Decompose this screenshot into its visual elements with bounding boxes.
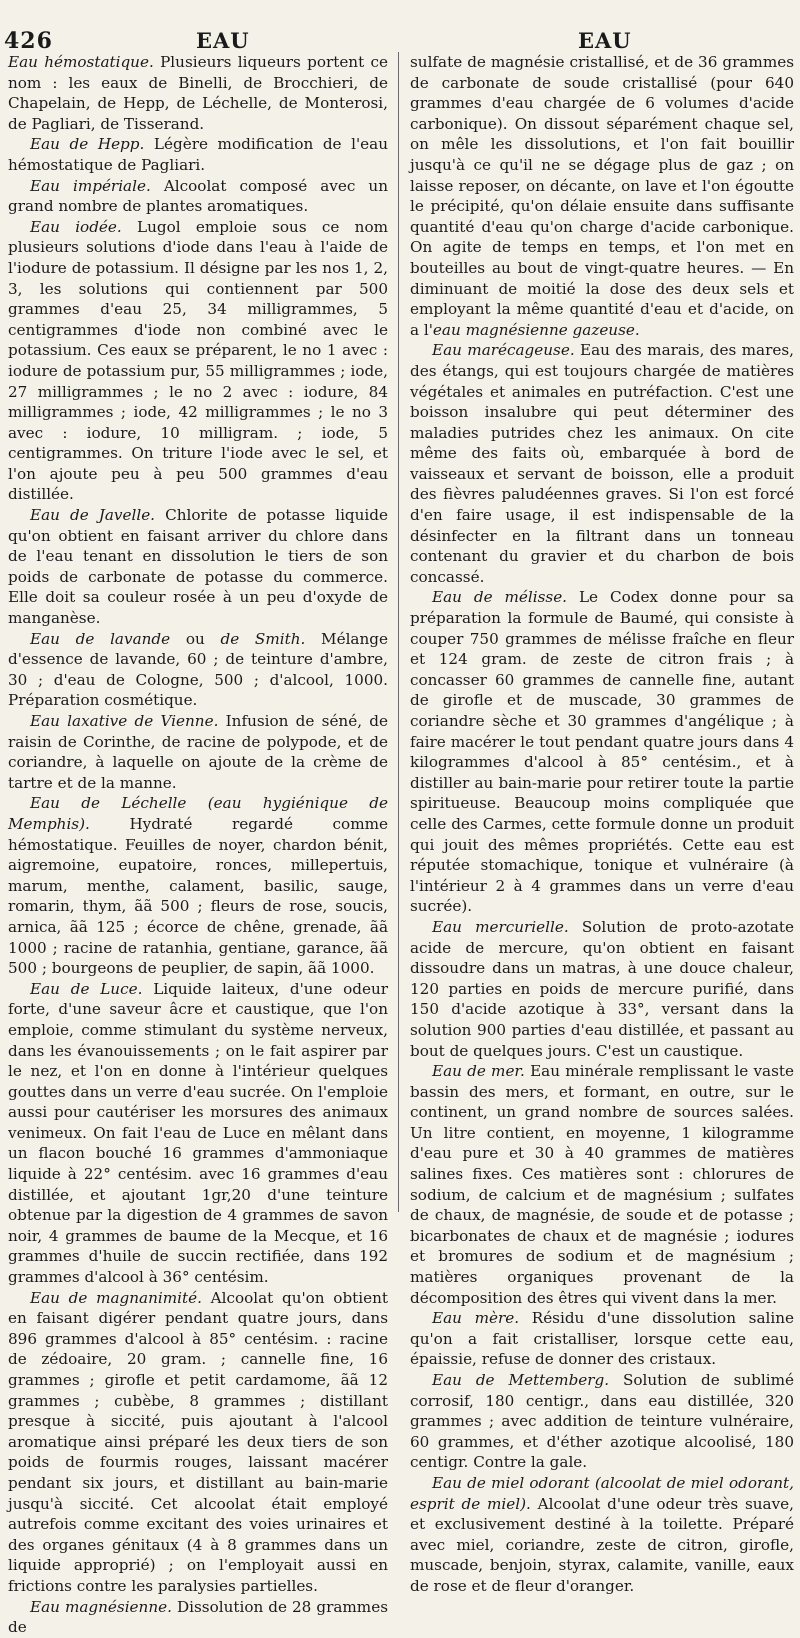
entry-term: Eau mercurielle. [432,917,569,936]
entry-term: Eau magnésienne. [30,1597,172,1616]
left-column [8,52,388,1638]
entry-term: Eau de Mettemberg. [432,1371,610,1389]
dictionary-entry [410,340,794,587]
entry-text: Hydraté regardé comme hémostatique. Feuilles de noyer, chardon bénit, aigremoine, eupatoire, ronces, millepertuis, marum, menthe, calament, basilic, sauge, romarin, thym, ãã 500 ; fleurs de rose, soucis, arnica, ãã 125 ; écorce de chêne, grenade, ãã 1000 ; racine de ratanhia, gentiane, garance, ãã 500 ; bourgeons de peuplier, de sapin, ãã 1000. [8,814,388,978]
entry-term: Eau mère. [432,1309,520,1328]
entry-term: Eau de Léchelle (eau hygiénique de Memphis). [8,794,388,833]
entry-term: Eau de mer. [432,1062,525,1081]
entry-term: Eau hémostatique. [8,53,154,71]
entry-text: Mélange d'essence de lavande, 60 ; de teinture d'ambre, 30 ; d'eau de Cologne, 500 ; d'alcool, 1000. Préparation cosmétique. [8,629,388,710]
entry-text: Légère modification de l'eau hémostatique de Pagliari. [8,135,388,174]
entry-text: Plusieurs liqueurs portent ce nom : les eaux de Binelli, de Brocchieri, de Chapelain, de Hepp, de Léchelle, de Monterosi, de Pagliari, de Tisserand. [8,53,388,133]
entry-text: Alcoolat d'une odeur très suave, et exclusivement destiné à la toilette. Préparé avec miel, coriandre, zeste de citron, girofle, muscade, benjoin, styrax, calamite, vanille, eaux de rose et de fleur d'oranger. [410,1494,794,1595]
entry-text: Solution de sublimé corrosif, 180 centigr., dans eau distillée, 320 grammes ; avec addition de teinture vulnéraire, 60 grammes, et d'éther azotique alcoolisé, 180 centigr. Contre la gale. [410,1371,794,1472]
dictionary-entry [8,1288,388,1597]
dictionary-entry [410,1473,794,1597]
dictionary-entry [8,134,388,175]
entry-term: Eau laxative de Vienne. [30,712,219,730]
dictionary-entry [8,505,388,629]
entry-text: Liquide laiteux, d'une odeur forte, d'une saveur âcre et caustique, que l'on emploie, comme stimulant du système nerveux, dans les évanouissements ; on le fait aspirer par le nez, et l'on en donne à l'intérieur quelques gouttes dans un verre d'eau sucrée. On l'emploie aussi pour cautériser les morsures des animaux venimeux. On fait l'eau de Luce en mêlant dans un flacon bouché 16 grammes d'ammoniaque liquide à 22° centésim. avec 16 grammes d'eau distillée, et ajoutant 1gr,20 d'une teinture obtenue par la digestion de 4 grammes de savon noir, 4 grammes de baume de la Mecque, et 16 grammes d'huile de succin rectifiée, dans 192 grammes d'alcool à 36° centésim. [8,979,388,1287]
entry-text: Eau des marais, des mares, des étangs, qui est toujours chargée de matières végétales et animales en putréfaction. C'est une boisson insalubre qui peut déterminer des maladies putrides chez les animaux. On cite même des faits où, embarquée à bord de vaisseaux et servant de boisson, elle a produit des fièvres paludéennes graves. Si l'on est forcé d'en faire usage, il est indispensable de la désinfecter en la filtrant dans un tonneau contenant du gravier et du charbon de bois concassé. [410,341,794,586]
dictionary-entry [410,1308,794,1370]
entry-term: Eau de magnanimité. [30,1288,202,1307]
dictionary-entry [8,217,388,505]
dictionary-entry [8,793,388,978]
entry-term: Eau marécageuse. [432,341,575,360]
entry-connector: ou [170,629,221,648]
dictionary-entry [410,52,794,340]
entry-term: Eau de Hepp. [30,135,145,154]
entry-text: Alcoolat qu'on obtient en faisant digérer pendant quatre jours, dans 896 grammes d'alcool à 85° centésim. : racine de zédoaire, 20 gram. ; cannelle fine, 16 grammes ; girofle et petit cardamome, ãã 12 grammes ; cubèbe, 8 grammes ; distillant presque à siccité, puis ajoutant à l'alcool aromatique ainsi préparé les deux tiers de son poids de fourmis rouges, laissant macérer pendant six jours, et distillant au bain-marie jusqu'à siccité. Cet alcoolat était employé autrefois comme excitant des voies urinaires et des organes génitaux (4 à 8 grammes dans un liquide approprié) ; on l'employait aussi en frictions contre les paralysies partielles. [8,1288,388,1595]
entry-term: de Smith. [220,629,306,648]
entry-text: Chlorite de potasse liquide qu'on obtient en faisant arriver du chlore dans de l'eau tenant en dissolution le tiers de son poids de carbonate de potasse du commerce. Elle doit sa couleur rosée à un peu d'oxyde de manganèse. [8,506,388,628]
dictionary-entry [410,1370,794,1473]
entry-text: . [634,320,640,339]
entry-term: Eau impériale. [30,176,151,195]
entry-italic-phrase: eau magnésienne gazeuse [432,320,635,339]
dictionary-entry [8,629,388,711]
entry-text: Alcoolat composé avec un grand nombre de plantes aromatiques. [8,176,388,216]
entry-term: Eau iodée. [30,217,122,236]
dictionary-entry [8,711,388,793]
dictionary-entry [410,1061,794,1308]
entry-text: Lugol emploie sous ce nom plusieurs solutions d'iode dans l'eau à l'aide de l'iodure de potassium. Il désigne par les nos 1, 2, 3, les solutions qui contiennent par 500 grammes d'eau 25, 34 milligrammes, 5 centigrammes d'iode non combiné avec le potassium. Ces eaux se préparent, le no 1 avec : iodure de potassium pur, 55 milligrammes ; iode, 27 milligrammes ; le no 2 avec : iodure, 84 milligrammes ; iode, 42 milligrammes ; le no 3 avec : iodure, 10 milligram. ; iode, 5 centigrammes. On triture l'iode avec le sel, et l'on ajoute peu à peu 500 grammes d'eau distillée. [8,217,388,504]
entry-text: Le Codex donne pour sa préparation la formule de Baumé, qui consiste à couper 750 grammes de mélisse fraîche en fleur et 124 gram. de zeste de citron frais ; à concasser 60 grammes de cannelle fine, autant de girofle et de muscade, 30 grammes de coriandre sèche et 30 grammes d'angélique ; à faire macérer le tout pendant quatre jours dans 4 kilogrammes d'alcool à 85° centésim., et à distiller au bain-marie pour retirer toute la partie spiritueuse. Beaucoup moins compliquée que celle des Carmes, cette formule donne un produit qui jouit des mêmes propriétés. Cette eau est réputée stomachique, tonique et vulnéraire (à l'intérieur 2 à 4 grammes dans un verre d'eau sucrée). [410,588,794,916]
column-divider [398,52,399,1212]
right-column [410,52,794,1597]
entry-term: Eau de lavande [30,629,171,648]
entry-text: Dissolution de 28 grammes de [8,1597,388,1637]
running-head-right: EAU [578,28,632,53]
entry-text: Solution de proto-azotate acide de mercure, qu'on obtient en faisant dissoudre dans un matras, à une douce chaleur, 120 parties en poids de mercure purifié, dans 150 d'acide azotique à 33°, versant dans la solution 900 parties d'eau distillée, et passant au bout de quelques jours. C'est un caustique. [410,917,794,1060]
entry-text: sulfate de magnésie cristallisé, et de 36 grammes de carbonate de soude cristallisé (pour 640 grammes d'eau chargée de 6 volumes d'acide carbonique). On dissout séparément chaque sel, on mêle les dissolutions, et l'on fait bouillir jusqu'à ce qu'il ne se dégage plus de gaz ; on laisse reposer, on décante, on lave et l'on égoutte le précipité, qu'on délaie ensuite dans suffisante quantité d'eau qu'on charge d'acide carbonique. On agite de temps en temps, et l'on met en bouteilles au bout de vingt-quatre heures. — En diminuant de moitié la dose des deux sels et employant la même quantité d'eau et d'acide, on a l' [410,53,794,339]
dictionary-entry [410,587,794,917]
dictionary-entry [410,917,794,1061]
entry-text: Eau minérale remplissant le vaste bassin des mers, et formant, en outre, sur le continent, un grand nombre de sources salées. Un litre contient, en moyenne, 1 kilogramme d'eau pure et 30 à 40 grammes de matières salines fixes. Ces matières sont : chlorures de sodium, de calcium et de magnésium ; sulfates de chaux, de magnésie, de soude et de potasse ; bicarbonates de chaux et de magnésie ; iodures et bromures de sodium et de magnésium ; matières organiques provenant de la décomposition des êtres qui vivent dans la mer. [410,1062,794,1307]
entry-term: Eau de miel odorant (alcoolat de miel odorant, esprit de miel). [410,1473,794,1513]
entry-term: Eau de mélisse. [432,588,568,607]
running-head-left: EAU [196,28,250,53]
page-number: 426 [4,28,53,54]
entry-text: Résidu d'une dissolution saline qu'on a fait cristalliser, lorsque cette eau, épaissie, refuse de donner des cristaux. [410,1309,794,1369]
dictionary-entry [8,176,388,217]
dictionary-entry [8,52,388,134]
dictionary-entry [8,1597,388,1638]
entry-term: Eau de Luce. [30,979,143,998]
dictionary-entry [8,979,388,1288]
entry-term: Eau de Javelle. [30,506,156,525]
entry-text: Infusion de séné, de raisin de Corinthe, de racine de polypode, et de coriandre, à laquelle on ajoute de la crème de tartre et de la manne. [8,712,388,792]
